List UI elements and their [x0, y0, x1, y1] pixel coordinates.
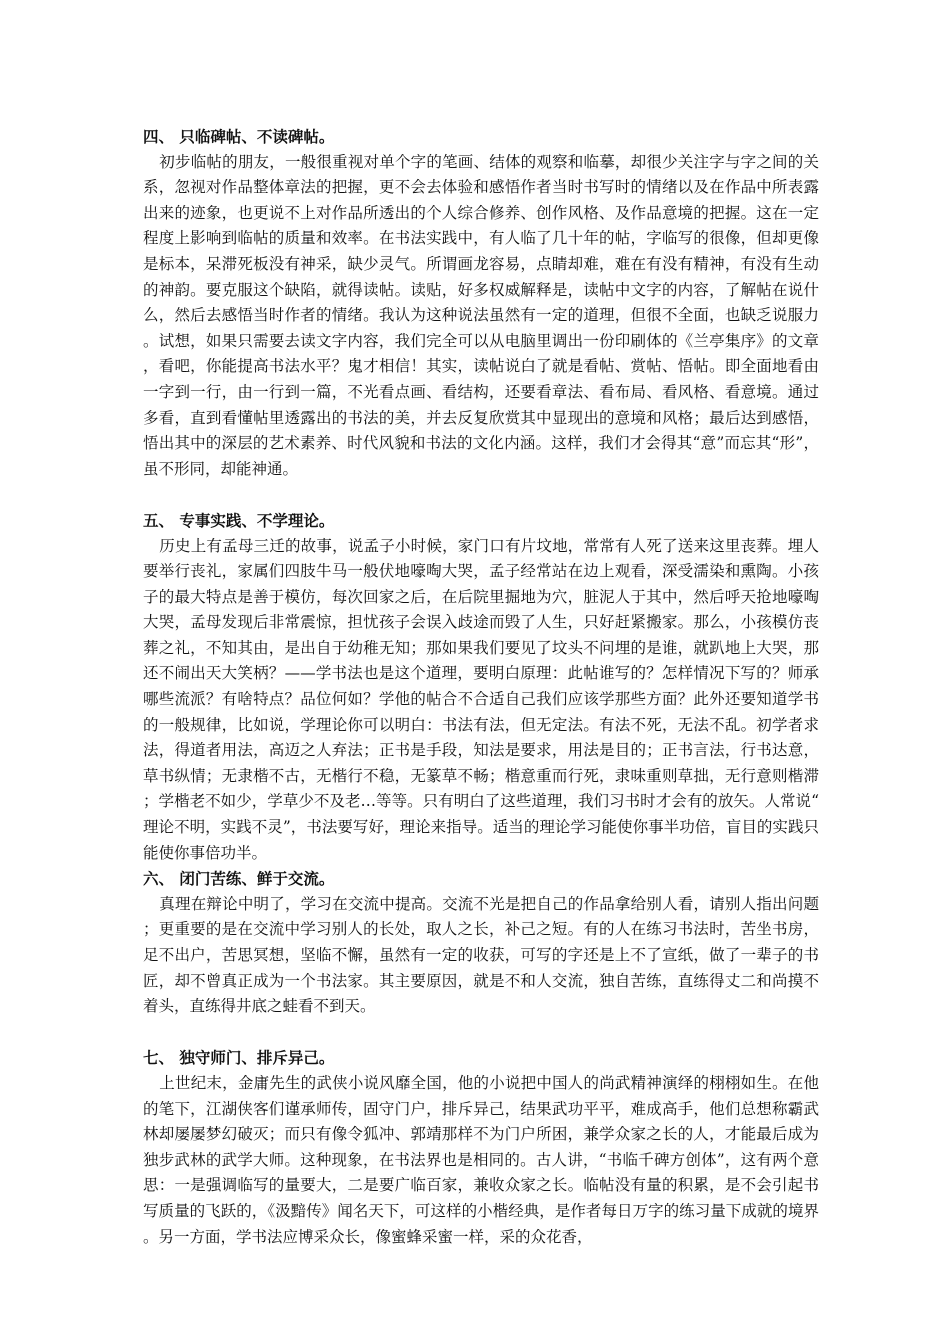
document-page — [143, 124, 819, 1250]
section-body: 初步临帖的朋友，一般很重视对单个字的笔画、结体的观察和临摹，却很少关注字与字之间的关系，忽视对作品整体章法的把握，更不会去体验和感悟作者当时书写时的情绪以及在作品中所表露出来的迹象，也更说不上对作品所透出的个人综合修养、创作风格、及作品意境的把握。这在一定程度上影响到临帖的质量和效率。在书法实践中，有人临了几十年的帖，字临写的很像，但却更像是标本，呆滞死板没有神采，缺少灵气。所谓画龙容易，点睛却难，难在有没有精神，有没有生动的神韵。要克服这个缺陷，就得读帖。读贴，好多权威解释是，读帖中文字的内容，了解帖在说什么，然后去感悟当时作者的情绪。我认为这种说法虽然有一定的道理，但很不全面，也缺乏说服力。试想，如果只需要去读文字内容，我们完全可以从电脑里调出一份印刷体的《兰亭集序》的文章，看吧，你能提高书法水平？鬼才相信！其实，读帖说白了就是看帖、赏帖、悟帖。即全面地看由一字到一行，由一行到一篇，不光看点画、看结构，还要看章法、看布局、看风格、看意境。通过多看，直到看懂帖里透露出的书法的美，并去反复欣赏其中显现出的意境和风格；最后达到感悟，悟出其中的深层的艺术素养、时代风貌和书法的文化内涵。这样，我们才会得其“意”而忘其“形”，虽不形同，却能神通。 — [143, 152, 819, 478]
section-body: 上世纪末，金庸先生的武侠小说风靡全国，他的小说把中国人的尚武精神演绎的栩栩如生。在他的笔下，江湖侠客们谨承师传，固守门户，排斥异己，结果武功平平，难成高手，他们总想称霸武林却屡屡梦幻破灭；而只有像令狐冲、郭靖那样不为门户所困，兼学众家之长的人，才能最后成为独步武林的武学大师。这种现象，在书法界也是相同的。古人讲，“书临千碑方创体”，这有两个意思：一是强调临写的量要大，二是要广临百家，兼收众家之长。临帖没有量的积累，是不会引起书写质量的飞跃的，《汲黯传》闻名天下，可这样的小楷经典，是作者每日万字的练习量下成就的境界。另一方面，学书法应博采众长，像蜜蜂采蜜一样，采的众花香， — [143, 1073, 819, 1246]
section-7 — [143, 1045, 819, 1250]
section-5 — [143, 508, 819, 866]
section-heading: 七、 独守师门、排斥异己。 — [143, 1048, 335, 1068]
section-heading: 六、 闭门苦练、鲜于交流。 — [143, 869, 335, 889]
section-heading: 四、 只临碑帖、不读碑帖。 — [143, 127, 335, 146]
section-6 — [143, 866, 819, 1020]
section-heading: 五、 专事实践、不学理论。 — [143, 510, 335, 530]
section-body: 真理在辩论中明了，学习在交流中提高。交流不光是把自己的作品拿给别人看，请别人指出问题；更重要的是在交流中学习别人的长处，取人之长，补己之短。有的人在练习书法时，苦坐书房，足不出户，苦思冥想，坚临不懈，虽然有一定的收获，可写的字还是上不了宣纸，做了一辈子的书匠，却不曾真正成为一个书法家。其主要原因，就是不和人交流，独自苦练，直练得丈二和尚摸不着头，直练得井底之蛙看不到天。 — [143, 894, 819, 1016]
section-4 — [143, 124, 819, 482]
section-body: 历史上有孟母三迁的故事，说孟子小时候，家门口有片坟地，常常有人死了送来这里丧葬。埋人要举行丧礼，家属们四肢牛马一般伏地嚎啕大哭，孟子经常站在边上观看，深受濡染和熏陶。小孩子的最大特点是善于模仿，每次回家之后，在后院里掘地为穴，脏泥人于其中，然后呼天抢地嚎啕大哭，孟母发现后非常震惊，担忧孩子会误入歧途而毁了人生，只好赶紧搬家。那么，小孩模仿丧葬之礼，不知其由，是出自于幼稚无知；那如果我们要见了坟头不问埋的是谁，就趴地上大哭，那还不闹出天大笑柄？——学书法也是这个道理，要明白原理：此帖谁写的？怎样情况下写的？师承哪些流派？有啥特点？品位何如？学他的帖合不合适自己我们应该学那些方面？此外还要知道学书的一般规律，比如说，学理论你可以明白：书法有法，但无定法。有法不死，无法不乱。初学者求法，得道者用法，高迈之人弃法；正书是手段，知法是要求，用法是目的；正书言法，行书达意，草书纵情；无隶楷不古，无楷行不稳，无篆草不畅；楷意重而行死，隶味重则草拙，无行意则楷滞；学楷老不如少，学草少不及老…等等。只有明白了这些道理，我们习书时才会有的放矢。人常说“理论不明，实践不灵”，书法要写好，理论来指导。适当的理论学习能使你事半功倍，盲目的实践只能使你事倍功半。 — [143, 536, 819, 862]
